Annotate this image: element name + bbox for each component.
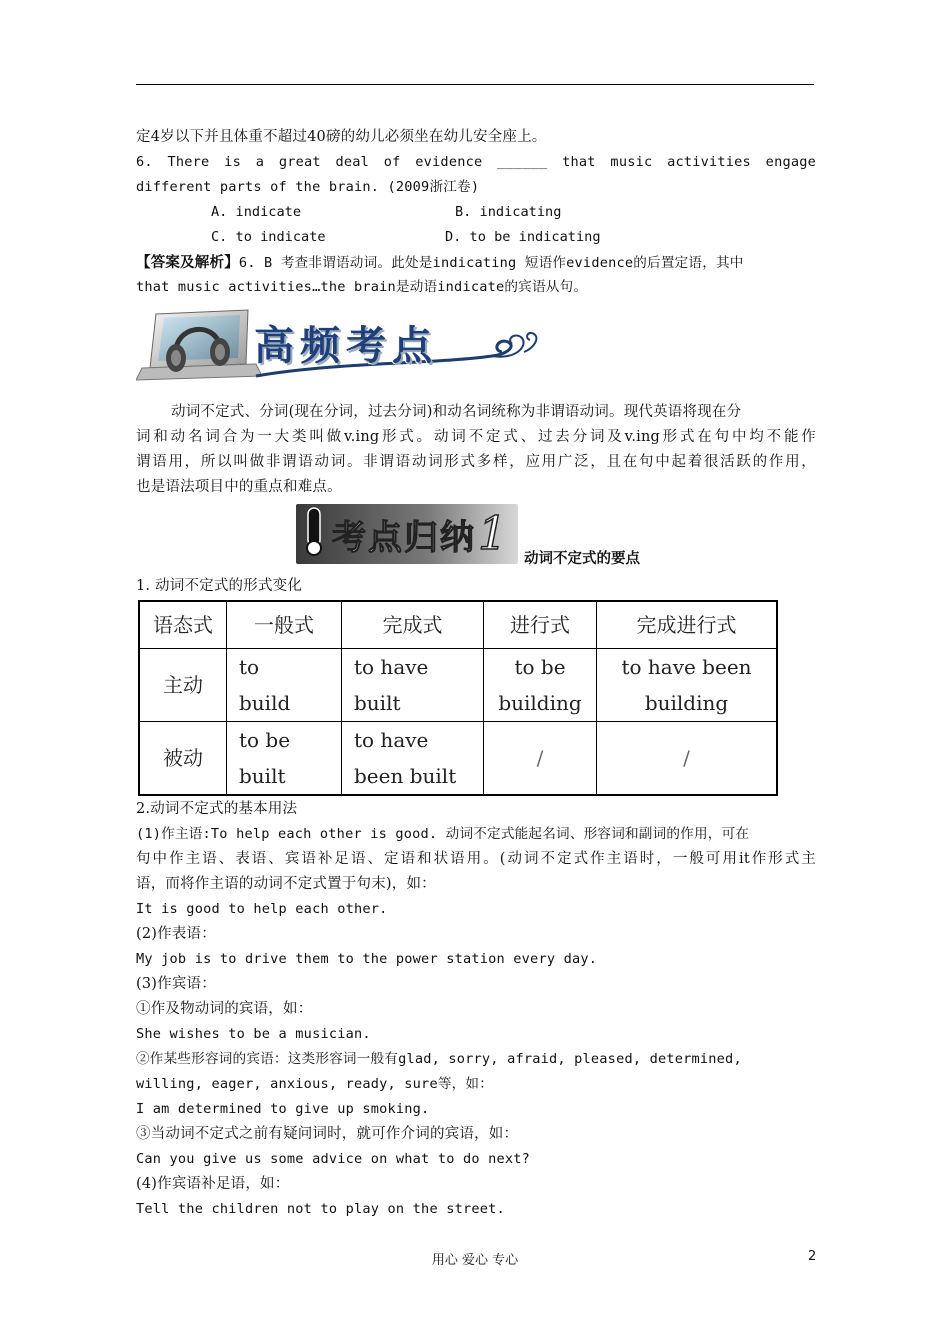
example-2: My job is to drive them to the power station every day. bbox=[136, 951, 598, 967]
pin-icon bbox=[300, 504, 330, 564]
example-3: She wishes to be a musician. bbox=[136, 1026, 371, 1042]
table-header-cell: 一般式 bbox=[227, 601, 342, 649]
banner-high-frequency-title: 高频考点 bbox=[254, 323, 438, 369]
page-number: 2 bbox=[808, 1249, 817, 1264]
section2-heading: 2.动词不定式的基本用法 bbox=[136, 801, 298, 817]
example-5: Can you give us some advice on what to do next? bbox=[136, 1151, 531, 1167]
cell-line: to be bbox=[239, 728, 291, 752]
s2-p1-line1-text: (1)作主语:To help each other is good. 动词不定式能起名词、形容词和副词的作用，可在 bbox=[136, 826, 750, 842]
answer-line-1 bbox=[136, 250, 816, 276]
table-row-label: 主动 bbox=[139, 649, 227, 722]
question-line-1: 6. There is a great deal of evidence ______ that music activities engage bbox=[136, 154, 816, 170]
cell-line: to bbox=[239, 655, 260, 679]
table-header-cell: 语态式 bbox=[139, 601, 227, 649]
cell-line: to be bbox=[514, 655, 566, 679]
s2-p3b-line1-text: ②作某些形容词的宾语：这类形容词一般有glad, sorry, afraid, pleased, determined, bbox=[136, 1051, 742, 1067]
s2-p3b-line1 bbox=[136, 1047, 816, 1072]
banner-key-points-number: 1 bbox=[478, 506, 508, 560]
s2-p2: (2)作表语： bbox=[136, 926, 216, 942]
cell-line: building bbox=[498, 691, 582, 715]
s2-p3: (3)作宾语： bbox=[136, 976, 216, 992]
s2-p1-line2: 句中作主语、表语、宾语补足语、定语和状语用。(动词不定式作主语时，一般可用it作形式主 bbox=[136, 851, 816, 867]
option-a: A. indicate bbox=[211, 204, 302, 220]
s2-p3b-line2: willing, eager, anxious, ready, sure等，如： bbox=[136, 1076, 494, 1092]
example-4: I am determined to give up smoking. bbox=[136, 1101, 430, 1117]
cell-line: to have bbox=[354, 655, 429, 679]
option-b: B. indicating bbox=[455, 204, 562, 220]
table-cell bbox=[484, 649, 597, 722]
answer-text: 6. B 考查非谓语动词。此处是indicating 短语作evidence的后置定语，其中 bbox=[238, 255, 744, 271]
table-header-cell: 进行式 bbox=[484, 601, 597, 649]
cell-line: built bbox=[239, 764, 286, 788]
table-cell bbox=[227, 649, 342, 722]
answer-line-2: that music activities…the brain是动语indicate的宾语从句。 bbox=[136, 279, 588, 295]
table-row-label: 被动 bbox=[139, 722, 227, 796]
table-cell bbox=[342, 649, 484, 722]
infinitive-forms-table bbox=[138, 600, 778, 796]
option-c: C. to indicate bbox=[211, 229, 326, 245]
cell-line: building bbox=[644, 691, 729, 715]
s2-p3a: ①作及物动词的宾语，如： bbox=[136, 1001, 313, 1017]
option-d: D. to be indicating bbox=[445, 229, 601, 245]
top-line: 定4岁以下并且体重不超过40磅的幼儿必须坐在幼儿安全座上。 bbox=[136, 129, 547, 145]
cell-line: to have been bbox=[621, 655, 752, 679]
table-header-row bbox=[139, 601, 777, 649]
s2-p3c: ③当动词不定式之前有疑问词时，就可作介词的宾语，如： bbox=[136, 1126, 519, 1142]
cell-line: built bbox=[354, 691, 401, 715]
table-cell bbox=[342, 722, 484, 796]
intro-line-1: 动词不定式、分词(现在分词，过去分词)和动名词统称为非谓语动词。现代英语将现在分 bbox=[171, 404, 742, 420]
table-cell-empty: / bbox=[484, 722, 597, 796]
s2-p1-line3: 语，而将作主语的动词不定式置于句末)，如： bbox=[136, 876, 436, 892]
banner-high-frequency bbox=[136, 306, 546, 388]
banner-key-points-subtitle: 动词不定式的要点 bbox=[524, 551, 640, 567]
banner-key-points bbox=[296, 504, 518, 564]
table-cell-empty: / bbox=[597, 722, 778, 796]
intro-line-4: 也是语法项目中的重点和难点。 bbox=[136, 479, 342, 495]
table-cell bbox=[227, 722, 342, 796]
s2-p4: (4)作宾语补足语，如： bbox=[136, 1176, 290, 1192]
table-header-cell: 完成进行式 bbox=[597, 601, 778, 649]
intro-line-2: 词和动名词合为一大类叫做v.ing形式。动词不定式、过去分词及v.ing形式在句中均不能作 bbox=[136, 429, 816, 445]
cell-line: build bbox=[239, 691, 291, 715]
section1-heading: 1. 动词不定式的形式变化 bbox=[136, 578, 303, 594]
header-rule bbox=[136, 84, 814, 85]
table-row bbox=[139, 649, 777, 722]
s2-p1-line1 bbox=[136, 822, 816, 847]
table-row bbox=[139, 722, 777, 796]
cell-line: been built bbox=[354, 764, 457, 788]
example-6: Tell the children not to play on the street. bbox=[136, 1201, 505, 1217]
question-line-2: different parts of the brain. (2009浙江卷) bbox=[136, 179, 480, 195]
table-cell bbox=[597, 649, 778, 722]
banner-key-points-title: 考点归纳 bbox=[332, 518, 476, 558]
intro-line-3: 谓语用，所以叫做非谓语动词。非谓语动词形式多样，应用广泛，且在句中起着很活跃的作用， bbox=[136, 454, 816, 470]
answer-label: 【答案及解析】 bbox=[136, 254, 239, 271]
cell-line: to have bbox=[354, 728, 429, 752]
table-header-cell: 完成式 bbox=[342, 601, 484, 649]
example-1: It is good to help each other. bbox=[136, 901, 388, 917]
page-footer: 用心 爱心 专心 bbox=[431, 1253, 519, 1268]
